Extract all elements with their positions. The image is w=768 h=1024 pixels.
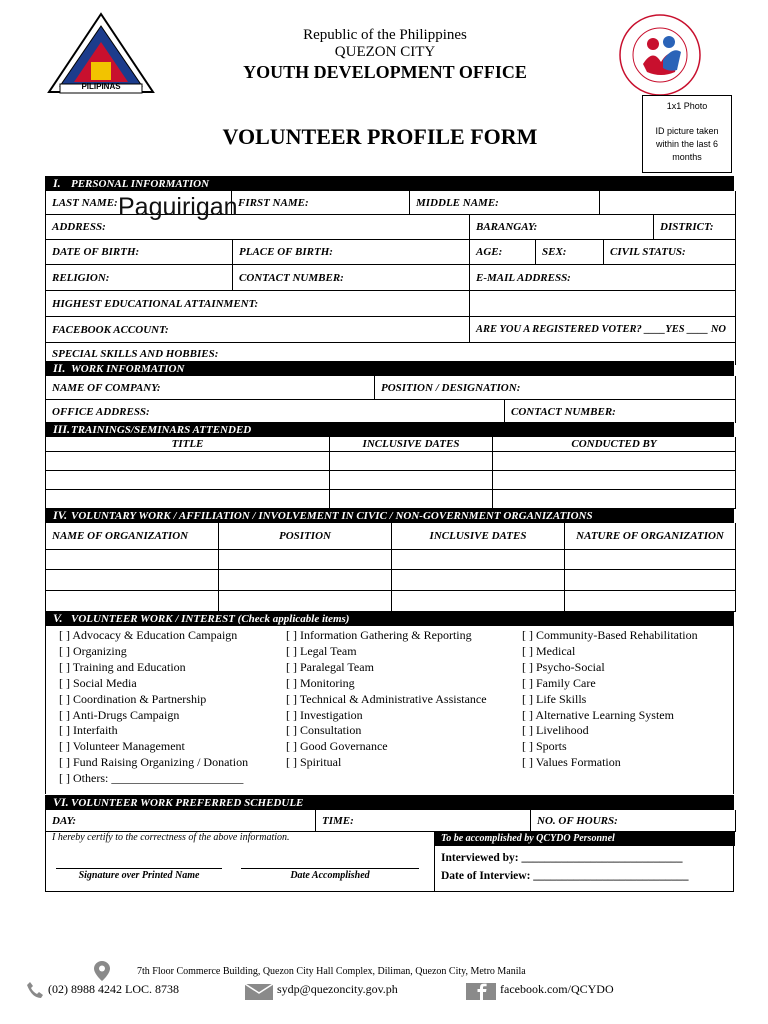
personnel-box (434, 832, 735, 891)
facebook-field[interactable]: FACEBOOK ACCOUNT: (52, 323, 169, 336)
vol-col-org: NAME OF ORGANIZATION (52, 530, 189, 542)
age-field[interactable]: AGE: (469, 240, 535, 264)
name-row (46, 191, 735, 221)
contact-number-field[interactable]: CONTACT NUMBER: (232, 265, 469, 290)
interest-box (45, 626, 734, 794)
middle-name-field[interactable]: MIDDLE NAME: (409, 191, 599, 214)
first-name-field[interactable]: FIRST NAME: (231, 191, 409, 214)
trainings-col-conducted: CONDUCTED BY (492, 437, 735, 451)
interest-checkbox[interactable]: [ ] Advocacy & Education Campaign (59, 628, 238, 642)
ydo-logo (617, 12, 703, 98)
section-volunteer-interest: V. VOLUNTEER WORK / INTEREST (Check applicable items) (45, 611, 734, 626)
interest-checkbox[interactable]: [ ] Psycho-Social (522, 659, 605, 674)
interest-checkbox[interactable]: [ ] Monitoring (286, 675, 355, 690)
education-row (46, 291, 735, 317)
schedule-row (46, 810, 735, 832)
phone-icon (26, 981, 44, 999)
interest-checkbox[interactable]: [ ] Social Media (59, 675, 137, 690)
section-work-info: II. WORK INFORMATION (45, 361, 734, 376)
last-name-value: Paguirigan (118, 193, 238, 221)
signature-label: Signature over Printed Name (78, 870, 200, 881)
voter-field[interactable]: ARE YOU A REGISTERED VOTER? ____YES ____ NO (469, 317, 735, 342)
footer-email: sydp@quezoncity.gov.ph (277, 982, 398, 996)
date-accomplished-label: Date Accomplished (290, 870, 370, 881)
interview-date-field[interactable]: Date of Interview: ___________________________ (441, 870, 689, 882)
section-trainings: III.TRAININGS/SEMINARS ATTENDED (45, 422, 734, 437)
personal-info-grid (45, 191, 736, 365)
interest-checkbox[interactable]: [ ] Good Governance (286, 739, 388, 754)
photo-box (642, 95, 732, 173)
interviewed-by-field[interactable]: Interviewed by: ____________________________ (441, 852, 683, 864)
section-personal-info: I. PERSONAL INFORMATION (45, 176, 734, 191)
certification-box (45, 832, 734, 892)
birth-row (46, 240, 735, 265)
interest-checkbox[interactable]: [ ] Alternative Learning System (522, 707, 674, 722)
interest-checkbox[interactable]: [ ] Sports (522, 739, 567, 754)
vol-col-nature: NATURE OF ORGANIZATION (564, 523, 735, 549)
interest-checkbox[interactable]: [ ] Information Gathering & Reporting (286, 628, 472, 642)
footer-facebook: facebook.com/QCYDO (500, 982, 614, 996)
last-name-field[interactable]: LAST NAME: (52, 196, 118, 209)
facebook-icon (466, 983, 496, 1000)
section-voluntary-work: IV. VOLUNTARY WORK / AFFILIATION / INVOLVEMENT IN CIVIC / NON-GOVERNMENT ORGANIZATIONS (45, 508, 734, 523)
civil-status-field[interactable]: CIVIL STATUS: (603, 240, 735, 264)
table-row[interactable] (46, 471, 735, 490)
office-row (46, 400, 735, 423)
voluntary-header-row (46, 523, 735, 550)
trainings-col-dates: INCLUSIVE DATES (329, 437, 492, 451)
pob-field[interactable]: PLACE OF BIRTH: (232, 240, 469, 264)
name-extra-field[interactable] (599, 191, 735, 214)
signature-line[interactable] (56, 868, 222, 869)
email-field[interactable]: E-MAIL ADDRESS: (469, 265, 735, 290)
interest-checkbox[interactable]: [ ] Technical & Administrative Assistance (286, 691, 487, 706)
footer-phone: (02) 8988 4242 LOC. 8738 (48, 982, 179, 996)
table-row[interactable] (46, 591, 735, 612)
interest-checkbox[interactable]: [ ] Anti-Drugs Campaign (59, 707, 180, 722)
interest-checkbox[interactable]: [ ] Consultation (286, 723, 362, 738)
interest-checkbox[interactable]: [ ] Organizing (59, 643, 127, 658)
interest-checkbox[interactable]: [ ] Volunteer Management (59, 739, 185, 754)
form-title: VOLUNTEER PROFILE FORM (222, 124, 538, 149)
footer-address: 7th Floor Commerce Building, Quezon City Hall Complex, Diliman, Quezon City, Metro Manila (137, 966, 526, 977)
interest-checkbox[interactable]: [ ] Values Formation (522, 755, 621, 770)
education-field[interactable]: HIGHEST EDUCATIONAL ATTAINMENT: (52, 297, 259, 310)
vol-col-dates: INCLUSIVE DATES (391, 523, 564, 549)
religion-field[interactable]: RELIGION: (52, 271, 110, 284)
trainings-col-title: TITLE (171, 438, 204, 450)
interest-checkbox[interactable]: [ ] Investigation (286, 707, 363, 722)
interest-checkbox[interactable]: [ ] Interfaith (59, 723, 118, 738)
interest-checkbox[interactable]: [ ] Spiritual (286, 755, 342, 770)
interest-checkbox[interactable]: [ ] Fund Raising Organizing / Donation (59, 755, 249, 770)
hours-field[interactable]: NO. OF HOURS: (530, 810, 735, 831)
time-field[interactable]: TIME: (315, 810, 530, 831)
table-row[interactable] (46, 550, 735, 570)
work-info-grid (45, 376, 736, 423)
certify-text: I hereby certify to the correctness of the above information. (52, 832, 290, 843)
location-pin-icon (94, 961, 110, 981)
vol-col-position: POSITION (218, 523, 391, 549)
barangay-field[interactable]: BARANGAY: (469, 215, 653, 239)
personnel-header: To be accomplished by QCYDO Personnel (435, 832, 735, 846)
education-extra-field[interactable] (469, 291, 735, 316)
republic-line: Republic of the Philippines (303, 27, 467, 43)
sex-field[interactable]: SEX: (535, 240, 603, 264)
table-row[interactable] (46, 570, 735, 591)
interest-checkbox[interactable]: [ ] Coordination & Partnership (59, 691, 207, 706)
interest-checkbox[interactable]: [ ] Others: ______________________ (59, 771, 244, 786)
schedule-grid (45, 810, 736, 832)
mail-icon (245, 984, 273, 1000)
photo-label: 1x1 Photo (666, 101, 708, 111)
office-line: YOUTH DEVELOPMENT OFFICE (243, 62, 527, 82)
company-field[interactable]: NAME OF COMPANY: (52, 381, 161, 394)
city-line: QUEZON CITY (334, 44, 436, 60)
district-field[interactable]: DISTRICT: (653, 215, 735, 239)
religion-row (46, 265, 735, 291)
section-schedule: VI. VOLUNTEER WORK PREFERRED SCHEDULE (45, 795, 734, 810)
interest-checkbox[interactable]: [ ] Legal Team (286, 643, 357, 658)
interest-checkbox[interactable]: [ ] Paralegal Team (286, 659, 374, 674)
interest-checkbox[interactable]: [ ] Family Care (522, 675, 596, 690)
day-field[interactable]: DAY: (52, 814, 77, 827)
voluntary-grid (45, 523, 736, 612)
interest-checkbox[interactable]: [ ] Medical (522, 643, 576, 658)
table-row[interactable] (46, 452, 735, 471)
table-row[interactable] (46, 490, 735, 509)
photo-instructions: ID picture taken within the last 6 months (655, 126, 719, 162)
office-address-field[interactable]: OFFICE ADDRESS: (52, 405, 150, 418)
interest-checkbox[interactable]: [ ] Community-Based Rehabilitation (522, 628, 698, 642)
facebook-row (46, 317, 735, 343)
seal-text: PILIPINAS (81, 82, 121, 91)
quezon-city-seal (46, 12, 156, 96)
office-contact-field[interactable]: CONTACT NUMBER: (504, 400, 735, 423)
address-field[interactable]: ADDRESS: (52, 221, 106, 233)
dob-field[interactable]: DATE OF BIRTH: (52, 246, 140, 258)
skills-field[interactable]: SPECIAL SKILLS AND HOBBIES: (52, 348, 219, 360)
company-row (46, 376, 735, 400)
trainings-grid (45, 437, 736, 509)
date-line[interactable] (241, 868, 419, 869)
position-field[interactable]: POSITION / DESIGNATION: (374, 376, 735, 399)
trainings-header-row (46, 437, 735, 452)
interest-checkbox[interactable]: [ ] Livelihood (522, 723, 589, 738)
interest-checkbox[interactable]: [ ] Life Skills (522, 691, 587, 706)
interest-checkbox[interactable]: [ ] Training and Education (59, 659, 186, 674)
address-row (46, 215, 735, 240)
